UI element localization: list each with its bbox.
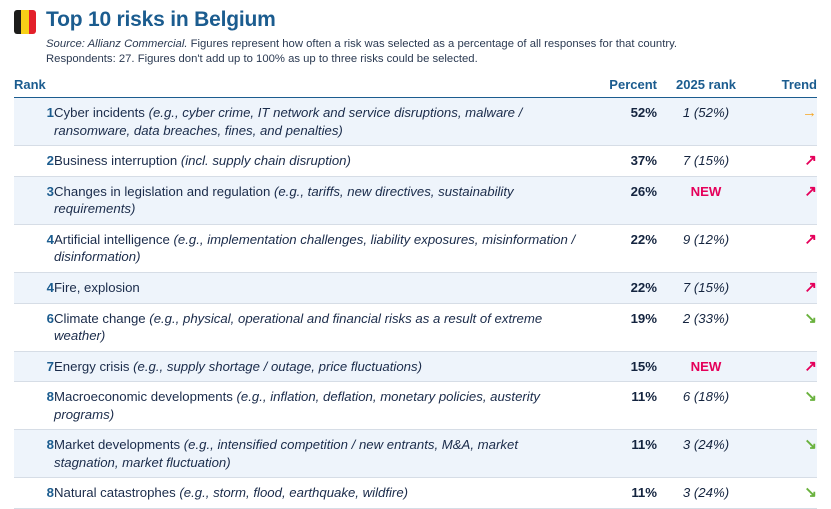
risk-name <box>54 382 585 430</box>
table-header-row <box>14 77 817 98</box>
belgium-flag-icon <box>14 10 36 34</box>
trend-down-icon: ↘ <box>804 309 817 327</box>
trend-down-icon: ↘ <box>804 436 817 454</box>
rank-2025-value: 7 (15%) <box>682 153 730 169</box>
rank-value: 4 <box>46 279 54 295</box>
trend-cell <box>755 351 817 382</box>
percent-value: 15% <box>630 358 657 374</box>
risk-main: Cyber incidents <box>54 105 149 121</box>
risk-detail: (incl. supply chain disruption) <box>180 153 351 169</box>
trend-cell <box>755 430 817 478</box>
source-description: Figures represent how often a risk was selected as a percentage of all responses for that country. <box>187 38 678 51</box>
trend-down-icon: ↘ <box>804 388 817 406</box>
rank-value: 7 <box>46 358 54 374</box>
percent-value: 22% <box>630 231 657 247</box>
risk-main: Artificial intelligence <box>54 231 174 247</box>
table-row <box>14 98 817 146</box>
report-header <box>14 8 817 67</box>
risk-name <box>54 351 585 382</box>
risk-detail: (e.g., supply shortage / outage, price fluctuations) <box>133 358 422 374</box>
risks-table-body <box>14 98 817 509</box>
trend-up-icon: ↗ <box>804 357 817 375</box>
trend-up-icon: ↗ <box>804 278 817 296</box>
risk-name <box>54 146 585 177</box>
column-header-rank: Rank <box>14 77 54 98</box>
rank-value: 8 <box>46 389 54 405</box>
rank-value: 1 <box>46 105 54 121</box>
rank-2025-value: 1 (52%) <box>682 105 730 121</box>
rank-value: 8 <box>46 437 54 453</box>
percent-value: 37% <box>630 153 657 169</box>
trend-down-icon: ↘ <box>804 484 817 502</box>
trend-cell <box>755 176 817 224</box>
rank-value: 8 <box>46 485 54 501</box>
title-block <box>46 8 817 67</box>
risk-main: Market developments <box>54 437 184 453</box>
percent-value: 11% <box>631 485 657 501</box>
percent-value: 11% <box>631 389 657 405</box>
trend-cell <box>755 303 817 351</box>
column-header-percent: Percent <box>585 77 657 98</box>
rank-value: 6 <box>46 310 54 326</box>
risk-name <box>54 272 585 303</box>
table-row <box>14 176 817 224</box>
risk-detail: (e.g., intensified competition / new entrants, M&A, market stagnation, market fluctuation) <box>54 437 518 470</box>
column-header-risk <box>54 77 585 98</box>
risk-main: Energy crisis <box>54 358 134 374</box>
trend-up-icon: ↗ <box>804 182 817 200</box>
percent-value: 19% <box>630 310 657 326</box>
risk-name <box>54 224 585 272</box>
table-row <box>14 478 817 509</box>
rank-2025-value: 3 (24%) <box>682 437 730 453</box>
rank-2025-value: NEW <box>690 358 722 374</box>
trend-cell <box>755 98 817 146</box>
percent-value: 11% <box>631 437 657 453</box>
table-row <box>14 303 817 351</box>
table-row <box>14 430 817 478</box>
risks-table <box>14 77 817 509</box>
rank-2025-value: 7 (15%) <box>682 279 730 295</box>
percent-value: 22% <box>630 279 657 295</box>
risk-detail: (e.g., storm, flood, earthquake, wildfire) <box>179 485 409 501</box>
rank-value: 3 <box>46 183 54 199</box>
risk-detail: (e.g., implementation challenges, liability exposures, misinformation / disinformation) <box>54 231 576 265</box>
trend-cell <box>755 146 817 177</box>
source-note <box>46 37 817 67</box>
risk-name <box>54 98 585 146</box>
risk-detail: (e.g., cyber crime, IT network and service disruptions, malware / ransomware, data breaches, fines, and penalties) <box>54 105 523 138</box>
trend-flat-icon: → <box>802 104 817 122</box>
trend-cell <box>755 224 817 272</box>
rank-2025-value: 2 (33%) <box>682 310 730 326</box>
rank-2025-value: 3 (24%) <box>682 485 730 501</box>
risk-name <box>54 478 585 509</box>
risk-detail: (e.g., tariffs, new directives, sustainability requirements) <box>54 183 514 217</box>
trend-cell <box>755 272 817 303</box>
percent-value: 26% <box>630 183 657 199</box>
column-header-rank-2025: 2025 rank <box>657 77 755 98</box>
risk-main: Changes in legislation and regulation <box>54 183 274 199</box>
table-row <box>14 351 817 382</box>
table-row <box>14 272 817 303</box>
trend-up-icon: ↗ <box>804 152 817 170</box>
page-title: Top 10 risks in Belgium <box>46 8 276 31</box>
table-row <box>14 146 817 177</box>
risk-name <box>54 430 585 478</box>
risk-detail: (e.g., inflation, deflation, monetary policies, austerity programs) <box>54 389 540 422</box>
trend-cell <box>755 478 817 509</box>
respondents-note: Respondents: 27. Figures don't add up to 100% as up to three risks could be selected. <box>46 53 478 66</box>
rank-value: 2 <box>46 153 54 169</box>
risk-detail: (e.g., physical, operational and financial risks as a result of extreme weather) <box>54 310 543 344</box>
trend-up-icon: ↗ <box>804 230 817 248</box>
percent-value: 52% <box>630 105 657 121</box>
risk-main: Fire, explosion <box>54 279 140 295</box>
trend-cell <box>755 382 817 430</box>
source-label: Source: Allianz Commercial. <box>46 38 188 51</box>
rank-2025-value: 6 (18%) <box>682 389 730 405</box>
rank-value: 4 <box>46 231 54 247</box>
rank-2025-value: NEW <box>690 183 722 199</box>
risk-name <box>54 303 585 351</box>
column-header-trend: Trend <box>755 77 817 98</box>
risk-main: Climate change <box>54 310 150 326</box>
risk-main: Business interruption <box>54 153 181 169</box>
risk-main: Natural catastrophes <box>54 485 180 501</box>
risk-name <box>54 176 585 224</box>
risk-main: Macroeconomic developments <box>54 389 237 405</box>
table-row <box>14 382 817 430</box>
table-row <box>14 224 817 272</box>
rank-2025-value: 9 (12%) <box>682 231 730 247</box>
